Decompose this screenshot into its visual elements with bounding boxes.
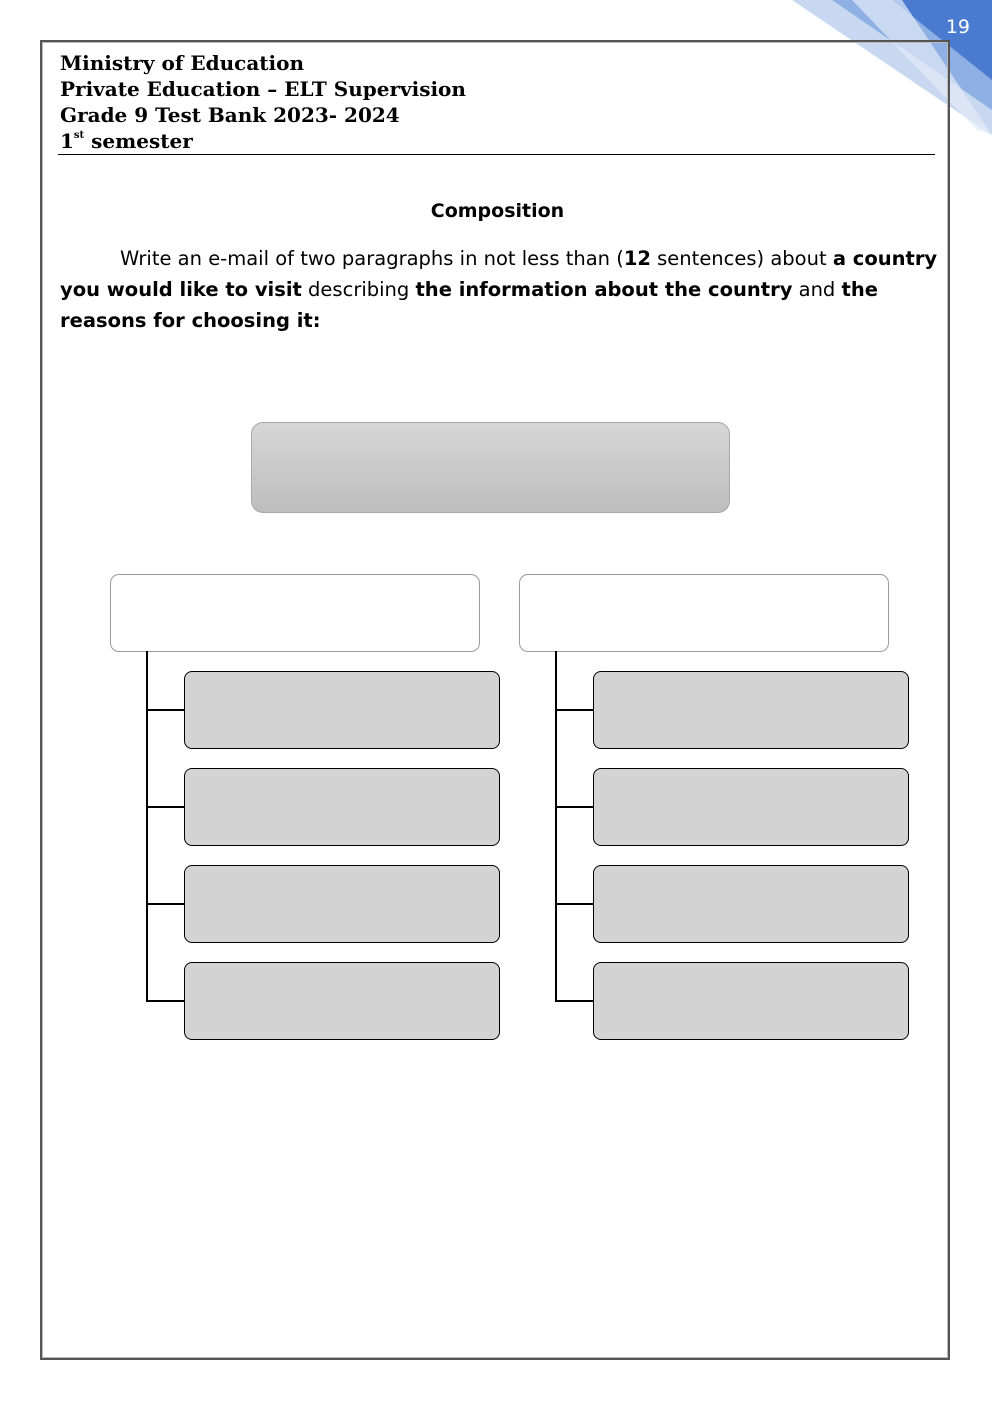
connector-right-4 [555, 1000, 593, 1002]
detail-box-right-3 [593, 865, 909, 943]
connector-left-1 [146, 709, 184, 711]
branch-box-right [519, 574, 889, 652]
branch-box-left [110, 574, 480, 652]
connector-right-2 [555, 806, 593, 808]
detail-box-right-1 [593, 671, 909, 749]
detail-box-right-2 [593, 768, 909, 846]
header-department: Private Education – ELT Supervision [60, 77, 466, 101]
connector-right-1 [555, 709, 593, 711]
connector-left-2 [146, 806, 184, 808]
detail-box-left-1 [184, 671, 500, 749]
composition-title: Composition [430, 200, 565, 222]
connector-left-vertical [146, 651, 148, 1001]
header-test-bank: Grade 9 Test Bank 2023- 2024 [60, 103, 400, 127]
connector-left-3 [146, 903, 184, 905]
header-ministry: Ministry of Education [60, 51, 305, 75]
page-number: 19 [945, 16, 970, 38]
header-divider [58, 154, 935, 155]
topic-box [251, 422, 730, 513]
detail-box-left-4 [184, 962, 500, 1040]
detail-box-right-4 [593, 962, 909, 1040]
connector-right-vertical [555, 651, 557, 1001]
detail-box-left-2 [184, 768, 500, 846]
connector-left-4 [146, 1000, 184, 1002]
detail-box-left-3 [184, 865, 500, 943]
composition-instructions: Write an e-mail of two paragraphs in not less than (12 sentences) about a country you would like to visit describing the information about the country and the reasons for choosing it: [60, 247, 938, 332]
header-semester: 1st semester [60, 129, 193, 153]
document-header [60, 50, 935, 154]
connector-right-3 [555, 903, 593, 905]
